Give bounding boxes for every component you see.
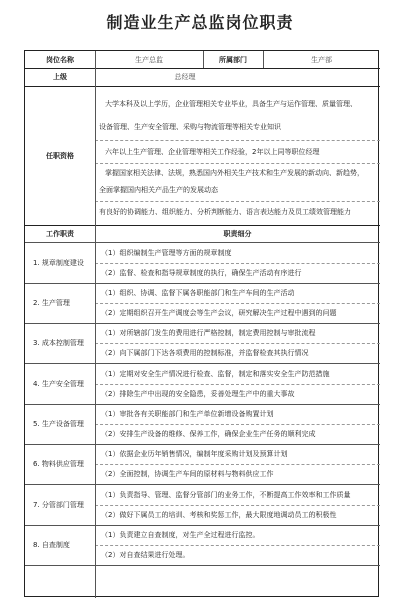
duty-item: （1）组织编制生产管理等方面的规章制度 bbox=[101, 249, 232, 257]
dashed-divider bbox=[95, 263, 380, 264]
dashed-divider bbox=[95, 384, 380, 385]
job-description-table bbox=[24, 50, 379, 597]
dashed-divider bbox=[95, 343, 380, 344]
duty-item: （1）负责建立自查制度，对生产全过程进行监控。 bbox=[101, 531, 260, 539]
row-divider bbox=[25, 565, 380, 566]
duty-item: （2）做好下属员工的培训、考核和奖惩工作，最大限度地调动员工的积极性 bbox=[101, 511, 337, 519]
duties-header-right: 职责细分 bbox=[223, 229, 252, 238]
dashed-divider bbox=[95, 140, 380, 141]
dashed-divider bbox=[95, 303, 380, 304]
duty-item: （2）向下属部门下达各项费用的控制标准，并监督检查其执行情况 bbox=[101, 349, 309, 357]
duty-item: （2）全面控制，协调生产车间的原材料与物料供应工作 bbox=[101, 470, 274, 478]
duty-item: （1）审批各有关职能部门和生产单位新增设备购置计划 bbox=[101, 410, 274, 418]
department-label: 所属部门 bbox=[219, 55, 247, 64]
qualification-line: 掌握国家相关法律、法规，熟悉国内外相关生产技术和生产发展的新动向、新趋势， bbox=[105, 169, 364, 177]
duty-item: （1）定期对安全生产情况进行检查、监督，制定和落实安全生产防范措施 bbox=[101, 370, 330, 378]
dashed-divider bbox=[95, 163, 380, 164]
duty-name: 5. 生产设备管理 bbox=[33, 420, 84, 428]
duty-name: 7. 分管部门管理 bbox=[33, 500, 84, 509]
qualification-line: 全面掌握国内相关产品生产的发展动态 bbox=[99, 186, 218, 194]
duty-name: 1. 规章制度建设 bbox=[33, 258, 84, 267]
position-name-value: 生产总监 bbox=[135, 55, 163, 64]
dashed-divider bbox=[95, 201, 380, 202]
qualification-line: 设备管理、生产安全管理、采购与物流管理等相关专业知识 bbox=[99, 123, 281, 131]
duty-name: 4. 生产安全管理 bbox=[33, 379, 84, 388]
department-value: 生产部 bbox=[311, 55, 332, 64]
duty-item: （2）监督、检查和指导规章制度的执行，确保生产活动有序进行 bbox=[101, 269, 302, 277]
position-name-label: 岗位名称 bbox=[46, 55, 74, 64]
qualifications-label: 任职资格 bbox=[46, 151, 74, 160]
superior-label: 上级 bbox=[53, 73, 67, 81]
duty-name: 6. 物料供应管理 bbox=[33, 460, 84, 468]
qualification-line: 有良好的协调能力、组织能力、分析判断能力、语言表达能力及员工绩效管理能力 bbox=[99, 208, 351, 216]
dashed-divider bbox=[95, 545, 380, 546]
duty-item: （1）对所辖部门发生的费用进行严格控制，制定费用控制与审批流程 bbox=[101, 329, 316, 337]
duty-item: （2）定期组织召开生产调度会等生产会议，研究解决生产过程中遇到的问题 bbox=[101, 309, 337, 317]
duty-item: （1）负责指导、管理、监督分管部门的业务工作，不断提高工作效率和工作质量 bbox=[101, 491, 351, 499]
duty-item: （1）组织、协调、监督下属各职能部门和生产车间的生产活动 bbox=[101, 289, 295, 297]
duty-name: 3. 成本控制管理 bbox=[33, 339, 84, 347]
column-divider bbox=[95, 51, 96, 598]
dashed-divider bbox=[95, 424, 380, 425]
superior-value: 总经理 bbox=[174, 73, 196, 81]
duty-item: （2）对自查结果进行处理。 bbox=[101, 551, 190, 559]
qualification-line: 大学本科及以上学历，企业管理相关专业毕业，具备生产与运作管理、质量管理、 bbox=[105, 100, 357, 108]
duty-item: （2）排除生产中出现的安全隐患，妥善处理生产中的重大事故 bbox=[101, 390, 295, 398]
duty-name: 2. 生产管理 bbox=[33, 299, 70, 307]
duties-header-left: 工作职责 bbox=[46, 229, 74, 238]
dashed-divider bbox=[95, 464, 380, 465]
duty-name: 8. 自查制度 bbox=[33, 541, 70, 549]
dashed-divider bbox=[95, 505, 380, 506]
document-title: 制造业生产总监岗位职责 bbox=[106, 13, 294, 32]
qualification-line: 六年以上生产管理、企业管理等相关工作经验，2年以上同等职位经理 bbox=[105, 148, 320, 156]
duty-item: （1）依据企业历年销售情况，编制年度采购计划及预算计划 bbox=[101, 450, 288, 458]
duty-item: （2）安排生产设备的维修、保养工作，确保企业生产任务的顺利完成 bbox=[101, 430, 316, 438]
